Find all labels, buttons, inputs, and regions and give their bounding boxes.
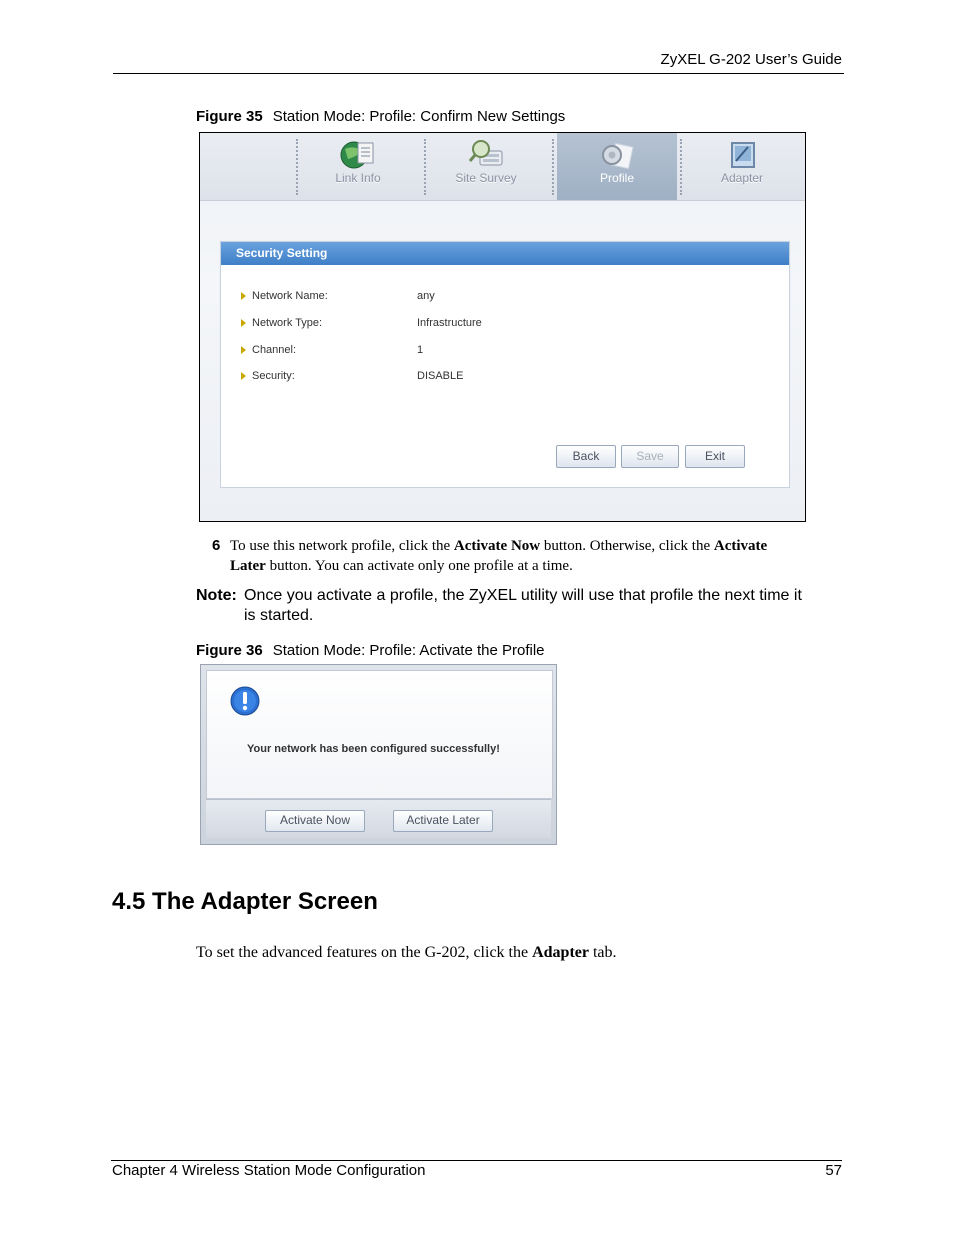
setting-label: Network Type: xyxy=(252,317,323,330)
info-icon xyxy=(230,686,260,716)
setting-row xyxy=(241,317,482,329)
adapter-ref: Adapter xyxy=(532,944,589,961)
arrow-bullet-icon xyxy=(241,319,246,327)
setting-label: Network Name: xyxy=(252,290,328,303)
section-title: 4.5 The Adapter Screen xyxy=(112,888,378,915)
figure-36-caption-text: Station Mode: Profile: Activate the Profile xyxy=(272,642,545,659)
header-rule xyxy=(113,73,844,74)
site-survey-icon xyxy=(468,137,504,173)
figure-35-caption-text: Station Mode: Profile: Confirm New Settings xyxy=(272,108,566,125)
setting-value: any xyxy=(417,290,435,303)
setting-label: Channel: xyxy=(252,344,297,357)
dialog-button-bar xyxy=(206,799,551,838)
dialog-content xyxy=(206,670,553,799)
running-header: ZyXEL G-202 User’s Guide xyxy=(660,51,842,68)
arrow-bullet-icon xyxy=(241,292,246,300)
note-text xyxy=(244,586,854,626)
setting-value: 1 xyxy=(417,344,424,357)
activate-now-ref: Activate Now xyxy=(453,538,541,554)
setting-value: Infrastructure xyxy=(417,317,482,330)
section-intro xyxy=(196,943,846,963)
activate-profile-dialog xyxy=(200,664,557,845)
arrow-bullet-icon xyxy=(241,372,246,380)
tab-site-survey[interactable] xyxy=(426,133,546,200)
tab-separator xyxy=(552,139,554,195)
note-line: Once you activate a profile, the ZyXEL utility will use that profile the next time it xyxy=(244,587,802,604)
setting-row xyxy=(241,290,435,302)
footer-rule xyxy=(111,1160,842,1161)
link-info-icon xyxy=(340,137,376,173)
note-label: Note: xyxy=(196,587,237,604)
activate-later-button[interactable]: Activate Later xyxy=(393,810,493,832)
setting-row xyxy=(241,370,463,382)
profile-confirm-window xyxy=(199,132,806,522)
setting-label: Security: xyxy=(252,370,295,383)
activate-ref: Activate xyxy=(713,538,768,554)
later-ref: Later xyxy=(230,558,266,574)
tab-link-info[interactable] xyxy=(298,133,418,200)
figure-35-caption xyxy=(196,108,565,125)
back-button[interactable]: Back xyxy=(556,445,616,468)
figure-36-caption xyxy=(196,642,545,659)
tab-bar xyxy=(200,133,805,201)
tab-link-info-label: Link Info xyxy=(335,171,381,185)
section-text-part: To set the advanced features on the G-202, click the xyxy=(196,944,533,961)
step-6-text xyxy=(230,536,850,576)
profile-icon xyxy=(599,137,635,173)
note-line: is started. xyxy=(244,607,314,624)
section-text-part: tab. xyxy=(588,944,617,961)
step-6-text-part: To use this network profile, click the xyxy=(230,538,454,554)
page-number: 57 xyxy=(825,1162,842,1179)
exit-button[interactable]: Exit xyxy=(685,445,745,468)
tab-site-survey-label: Site Survey xyxy=(455,171,517,185)
step-6-text-part: button. Otherwise, click the xyxy=(540,538,714,554)
tab-adapter-label: Adapter xyxy=(720,171,764,185)
security-setting-panel xyxy=(220,241,790,488)
step-6-text-part: button. You can activate only one profile at a time. xyxy=(265,558,573,574)
footer-chapter: Chapter 4 Wireless Station Mode Configuration xyxy=(112,1162,426,1179)
arrow-bullet-icon xyxy=(241,346,246,354)
activate-now-button[interactable]: Activate Now xyxy=(265,810,365,832)
tab-profile[interactable] xyxy=(557,133,677,200)
tab-adapter[interactable] xyxy=(682,133,802,200)
dialog-message: Your network has been configured successfully! xyxy=(247,743,500,755)
panel-title: Security Setting xyxy=(221,242,789,265)
tab-profile-label: Profile xyxy=(599,171,634,185)
adapter-icon xyxy=(724,137,760,173)
save-button[interactable]: Save xyxy=(621,445,679,468)
setting-row xyxy=(241,344,423,356)
setting-value: DISABLE xyxy=(417,370,464,383)
figure-36-label: Figure 36 xyxy=(196,642,263,659)
step-number: 6 xyxy=(212,537,221,554)
figure-35-label: Figure 35 xyxy=(196,108,263,125)
